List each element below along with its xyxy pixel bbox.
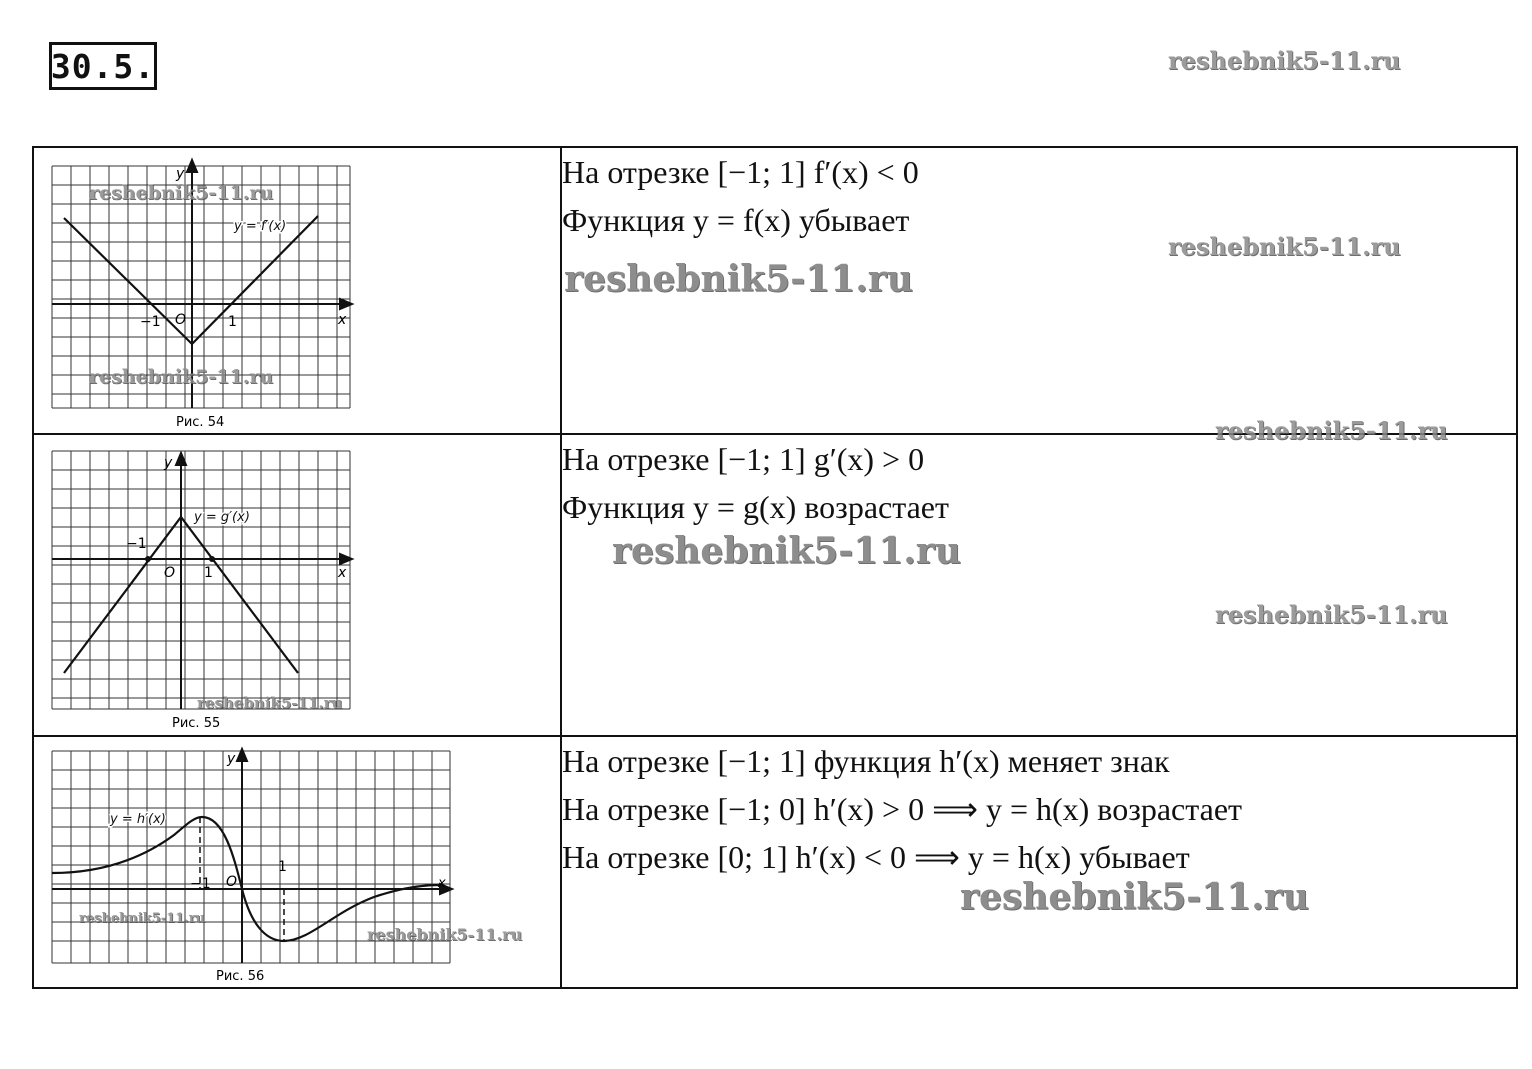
watermark: reshebnik5-11.ru	[89, 182, 274, 204]
graph-fig-55	[34, 435, 560, 731]
figure-cell-54	[33, 147, 561, 434]
point-neg-1	[145, 556, 151, 562]
statement-line: На отрезке [−1; 1] функция h′(x) меняет знак	[562, 743, 1170, 779]
watermark: reshebnik5-11.ru	[79, 911, 206, 926]
y-arrow	[187, 160, 197, 172]
watermark: reshebnik5-11.ru	[612, 530, 961, 572]
solution-row-2	[33, 434, 1517, 736]
tick-label-neg: −1	[140, 314, 161, 330]
figure-cell-56	[33, 736, 561, 988]
statement-line: На отрезке [0; 1] h′(x) < 0 ⟹ y = h(x) убывает	[562, 839, 1190, 875]
text-cell-3	[561, 736, 1517, 988]
origin-label: O	[175, 312, 187, 328]
watermark: reshebnik5-11.ru	[89, 366, 274, 388]
figure-cell-55	[33, 434, 561, 736]
watermark: reshebnik5-11.ru	[367, 925, 523, 944]
x-axis-label: x	[338, 312, 347, 328]
y-axis-label: y	[227, 751, 236, 767]
x-axis-label: x	[438, 876, 446, 891]
problem-number: 30.5.	[49, 42, 157, 90]
watermark: reshebnik5-11.ru	[1215, 416, 1448, 445]
origin-label: O	[226, 874, 238, 890]
watermark: reshebnik5-11.ru	[1168, 46, 1401, 75]
solution-row-3	[33, 736, 1517, 988]
statement-line: Функция y = f(x) убывает	[562, 202, 910, 238]
point-pos-1	[209, 556, 215, 562]
axes-55	[52, 453, 352, 709]
graph-fig-56	[34, 737, 560, 983]
y-axis-label: y	[164, 455, 173, 471]
statement-line: Функция y = g(x) возрастает	[562, 489, 949, 525]
grid-55	[52, 451, 350, 709]
watermark: reshebnik5-11.ru	[197, 694, 343, 712]
watermark: reshebnik5-11.ru	[564, 258, 913, 300]
watermark: reshebnik5-11.ru	[960, 876, 1309, 918]
statement-line: На отрезке [−1; 0] h′(x) > 0 ⟹ y = h(x) возрастает	[562, 791, 1242, 827]
text-cell-2	[561, 434, 1517, 736]
curve-label: y = h′(x)	[110, 812, 166, 827]
figure-caption: Рис. 54	[176, 415, 225, 429]
x-axis-label: x	[338, 565, 347, 581]
watermark: reshebnik5-11.ru	[1215, 600, 1448, 629]
watermark: reshebnik5-11.ru	[1168, 232, 1401, 261]
tick-label-neg: −1	[190, 876, 211, 892]
tick-label-pos: 1	[278, 859, 287, 875]
y-axis-label: y	[176, 166, 185, 182]
origin-label: O	[164, 565, 176, 581]
figure-caption: Рис. 56	[216, 969, 265, 983]
curve-label: y = g′(x)	[194, 510, 250, 525]
curve-label: y = f′(x)	[234, 219, 287, 234]
tick-label-pos: 1	[204, 565, 213, 581]
figure-caption: Рис. 55	[172, 716, 221, 731]
tick-label-neg: −1	[126, 536, 147, 552]
statement-line: На отрезке [−1; 1] f′(x) < 0	[562, 154, 919, 190]
statement-line: На отрезке [−1; 1] g′(x) > 0	[562, 441, 925, 477]
tick-label-pos: 1	[228, 314, 237, 330]
